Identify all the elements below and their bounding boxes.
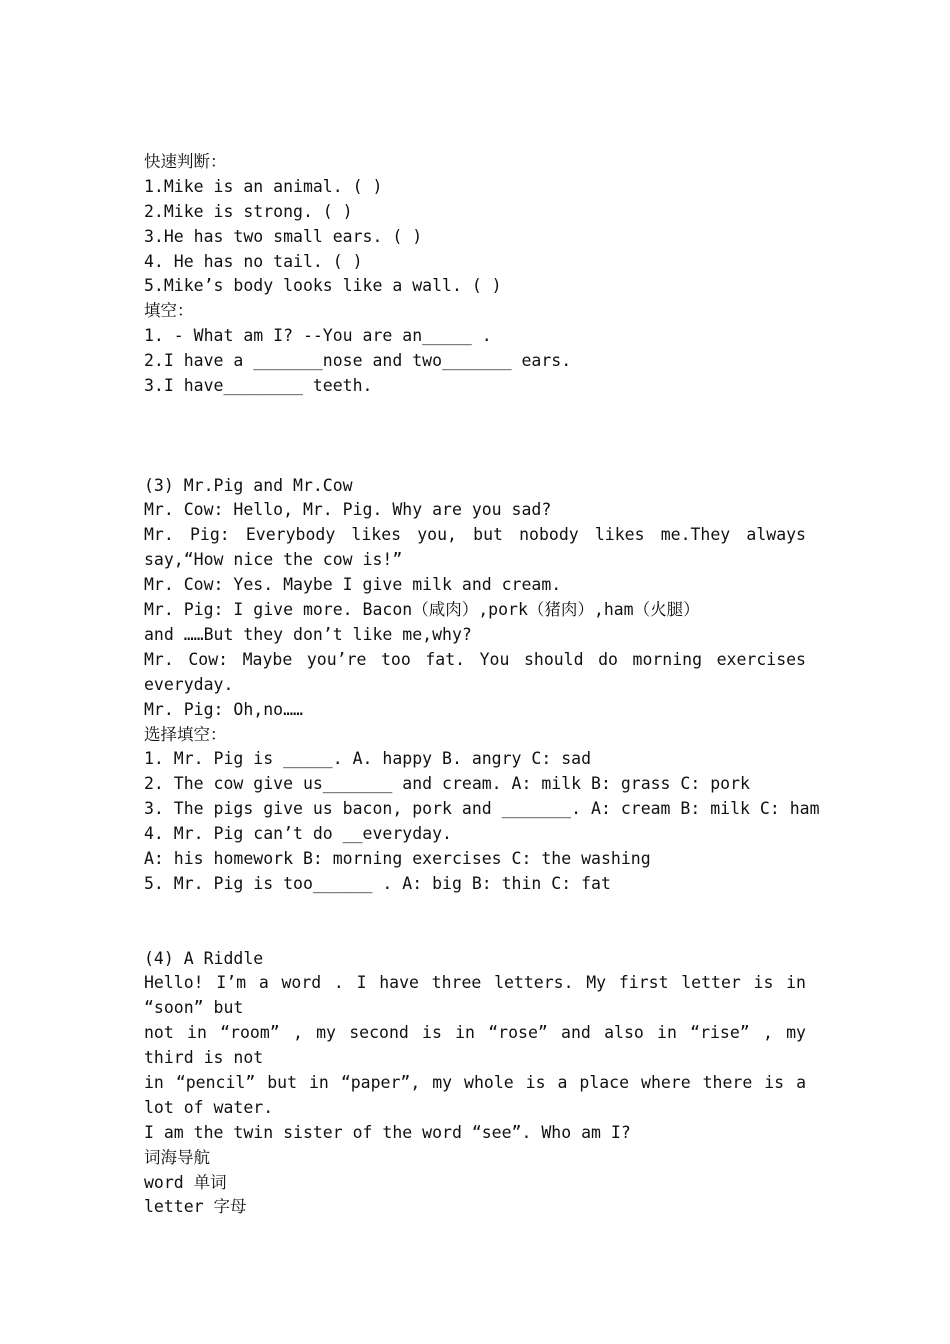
dialogue-line: Mr. Pig: Oh,no……: [144, 699, 303, 719]
judgement-item: 1.Mike is an animal. ( ): [144, 176, 383, 196]
fill-in-heading: 填空：: [144, 301, 194, 321]
worksheet-page: [144, 150, 820, 1220]
dialogue-line: and ……But they don’t like me,why?: [144, 624, 472, 644]
vocab-item: letter 字母: [144, 1197, 247, 1217]
riddle-line: not in “room” , my second is in “rose” and also in “rise” , my: [144, 1023, 806, 1043]
dialogue-line: say,“How nice the cow is!”: [144, 550, 403, 570]
choice-item: 1. Mr. Pig is _____. A. happy B. angry C: sad: [144, 749, 592, 769]
vocab-heading: 词海导航: [144, 1147, 210, 1167]
dialogue-line: Mr. Cow: Hello, Mr. Pig. Why are you sad?: [144, 500, 552, 520]
quick-judgement-heading: 快速判断：: [144, 152, 227, 171]
section-spacer: [144, 897, 806, 947]
dialogue-line: Mr. Pig: Everybody likes you, but nobody likes me.They always: [144, 525, 806, 545]
fill-in-item: 3.I have________ teeth.: [144, 376, 373, 396]
choice-heading: 选择填空：: [144, 724, 227, 744]
riddle-line: third is not: [144, 1048, 264, 1068]
choice-item: 3. The pigs give us bacon, pork and _______. A: cream B: milk C: ham: [144, 799, 820, 819]
judgement-item: 2.Mike is strong. ( ): [144, 201, 353, 221]
riddle-line: I am the twin sister of the word “see”. Who am I?: [144, 1122, 631, 1142]
vocab-item: word 单词: [144, 1172, 227, 1192]
judgement-item: 4. He has no tail. ( ): [144, 251, 363, 271]
dialogue-line: Mr. Pig: I give more. Bacon（咸肉）,pork（猪肉）,ham（火腿）: [144, 600, 700, 620]
fill-in-item: 1. - What am I? --You are an_____ .: [144, 326, 492, 346]
choice-item: 4. Mr. Pig can’t do __everyday.: [144, 824, 452, 844]
riddle-line: “soon” but: [144, 998, 244, 1018]
section-title-pig-cow: (3) Mr.Pig and Mr.Cow: [144, 475, 353, 495]
riddle-line: Hello! I’m a word . I have three letters. My first letter is in: [144, 973, 806, 993]
dialogue-line: everyday.: [144, 674, 234, 694]
judgement-item: 5.Mike’s body looks like a wall. ( ): [144, 276, 502, 296]
fill-in-item: 2.I have a _______nose and two_______ ears.: [144, 351, 572, 371]
riddle-line: in “pencil” but in “paper”, my whole is a place where there is a: [144, 1072, 806, 1092]
dialogue-line: Mr. Cow: Maybe you’re too fat. You should do morning exercises: [144, 649, 806, 669]
choice-item: A: his homework B: morning exercises C: the washing: [144, 848, 651, 868]
judgement-item: 3.He has two small ears. ( ): [144, 226, 423, 246]
dialogue-line: Mr. Cow: Yes. Maybe I give milk and cream.: [144, 575, 562, 595]
choice-item: 2. The cow give us_______ and cream. A: milk B: grass C: pork: [144, 774, 750, 794]
choice-item: 5. Mr. Pig is too______ . A: big B: thin C: fat: [144, 873, 611, 893]
riddle-line: lot of water.: [144, 1097, 274, 1117]
section-spacer: [144, 399, 806, 474]
section-title-riddle: (4) A Riddle: [144, 948, 264, 968]
